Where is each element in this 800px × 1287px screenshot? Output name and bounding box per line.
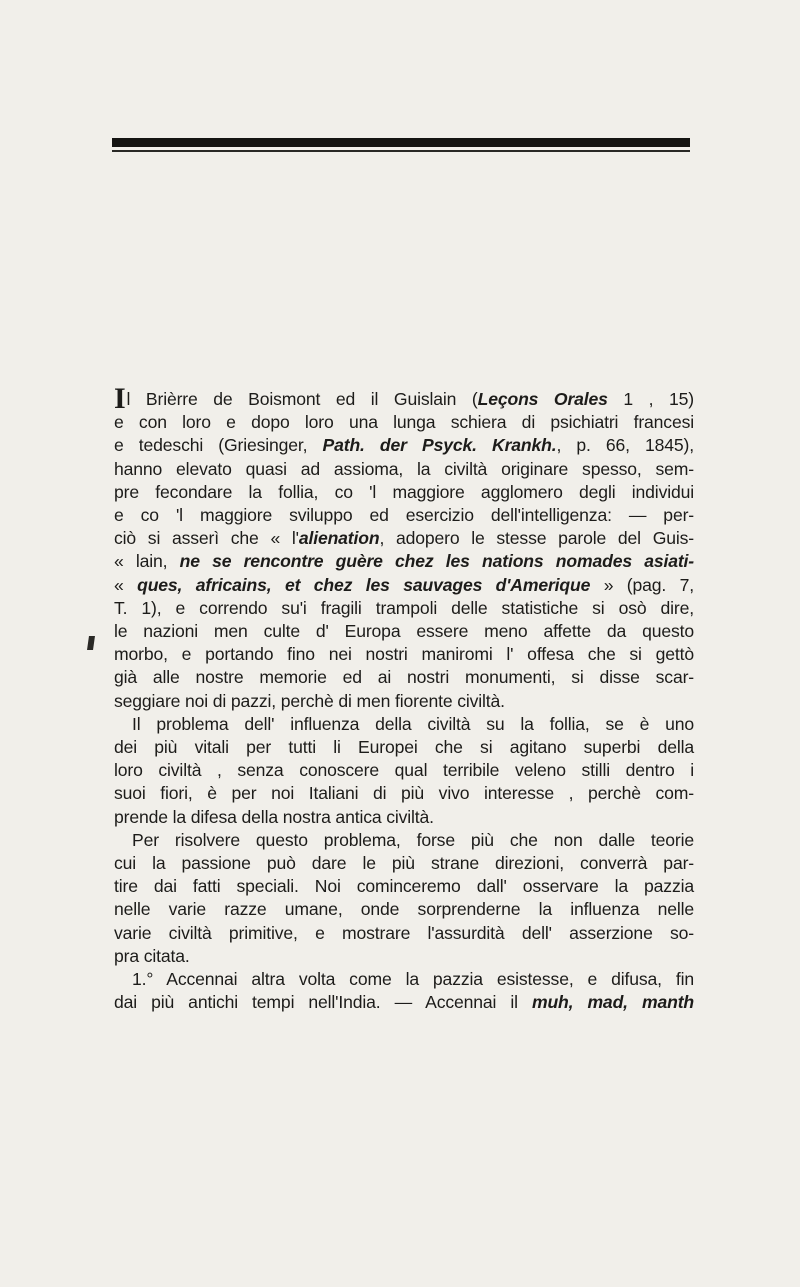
text-line: [114, 945, 694, 968]
text-run: già alle nostre memorie ed ai nostri monumenti, si disse scar-: [114, 667, 694, 688]
text-line: [114, 968, 694, 991]
text-line: [114, 782, 694, 805]
text-run: e tedeschi (Griesinger,: [114, 435, 323, 456]
text-line: [114, 434, 694, 457]
text-run: cui la passione può dare le più strane direzioni, converrà par-: [114, 853, 694, 874]
text-line: [114, 411, 694, 434]
text-line: [114, 690, 694, 713]
text-line: [114, 829, 694, 852]
text-run: , adopero le stesse parole del Guis-: [379, 528, 694, 549]
header-rule-thin: [112, 150, 690, 152]
text-run: seggiare noi di pazzi, perchè di men fiorente civiltà.: [114, 690, 505, 711]
text-line: [114, 643, 694, 666]
text-run: T. 1), e correndo su'i fragili trampoli delle statistiche si osò dire,: [114, 597, 694, 618]
text-line: [114, 852, 694, 875]
text-line: [114, 736, 694, 759]
text-run: » (pag. 7,: [590, 574, 694, 595]
text-run: « lain,: [114, 551, 180, 572]
drop-cap: I: [114, 382, 126, 415]
text-run: prende la difesa della nostra antica civiltà.: [114, 806, 434, 827]
text-line: [114, 382, 694, 415]
text-run: nelle varie razze umane, onde sorprenderne la influenza nelle: [114, 899, 694, 920]
italic-run: ques, africains, et chez les sauvages d'Amerique: [137, 574, 591, 595]
text-run: Il problema dell' influenza della civiltà su la follia, se è uno: [132, 713, 694, 734]
text-line: [114, 574, 694, 597]
text-line: [114, 875, 694, 898]
text-line: [114, 991, 694, 1014]
text-run: , p. 66, 1845),: [556, 435, 694, 456]
text-run: morbo, e portando fino nei nostri maniromi l' offesa che si gettò: [114, 644, 694, 665]
text-line: [114, 898, 694, 921]
text-run: e co 'l maggiore sviluppo ed esercizio dell'intelligenza: — per-: [114, 505, 694, 526]
text-run: «: [114, 574, 138, 595]
text-line: [114, 597, 694, 620]
margin-mark: [87, 636, 95, 650]
italic-run: alienation: [298, 528, 380, 549]
text-run: varie civiltà primitive, e mostrare l'assurdità dell' asserzione so-: [114, 922, 694, 943]
text-run: hanno elevato quasi ad assioma, la civiltà originare spesso, sem-: [114, 458, 694, 479]
text-line: [114, 713, 694, 736]
text-run: pre fecondare la follia, co 'l maggiore agglomero degli individui: [114, 481, 694, 502]
text-line: [114, 806, 694, 829]
text-line: [114, 550, 694, 573]
text-run: pra citata.: [114, 945, 190, 966]
text-run: suoi fiori, è per noi Italiani di più vivo interesse , perchè com-: [114, 783, 694, 804]
italic-run: Leçons Orales: [477, 389, 608, 409]
text-line: [114, 620, 694, 643]
italic-run: ne se rencontre guère chez les nations nomades asiati-: [179, 551, 694, 572]
text-run: 1 , 15): [607, 389, 694, 409]
text-run: dei più vitali per tutti li Europei che si agitano superbi della: [114, 737, 694, 758]
text-run: tire dai fatti speciali. Noi cominceremo dall' osservare la pazzia: [114, 876, 694, 897]
text-line: [114, 527, 694, 550]
italic-run: muh, mad, manth: [531, 992, 694, 1013]
text-run: dai più antichi tempi nell'India. — Accennai il: [114, 992, 532, 1013]
text-run: l Brièrre de Boismont ed il Guislain (: [126, 389, 478, 409]
text-run: loro civiltà , senza conoscere qual terribile veleno stilli dentro i: [114, 760, 694, 781]
text-line: [114, 481, 694, 504]
text-line: [114, 759, 694, 782]
italic-run: Path. der Psyck. Krankh.: [322, 435, 557, 456]
text-line: [114, 504, 694, 527]
text-run: 1.° Accennai altra volta come la pazzia esistesse, e difusa, fin: [132, 969, 694, 990]
body-text: [114, 382, 694, 1014]
header-rule-thick: [112, 138, 690, 147]
text-line: [114, 666, 694, 689]
text-line: [114, 922, 694, 945]
text-run: le nazioni men culte d' Europa essere meno affette da questo: [114, 621, 694, 642]
text-run: ciò si asserì che « l': [114, 528, 299, 549]
text-run: Per risolvere questo problema, forse più che non dalle teorie: [132, 829, 694, 850]
text-run: e con loro e dopo loro una lunga schiera di psichiatri francesi: [114, 412, 694, 433]
text-line: [114, 458, 694, 481]
